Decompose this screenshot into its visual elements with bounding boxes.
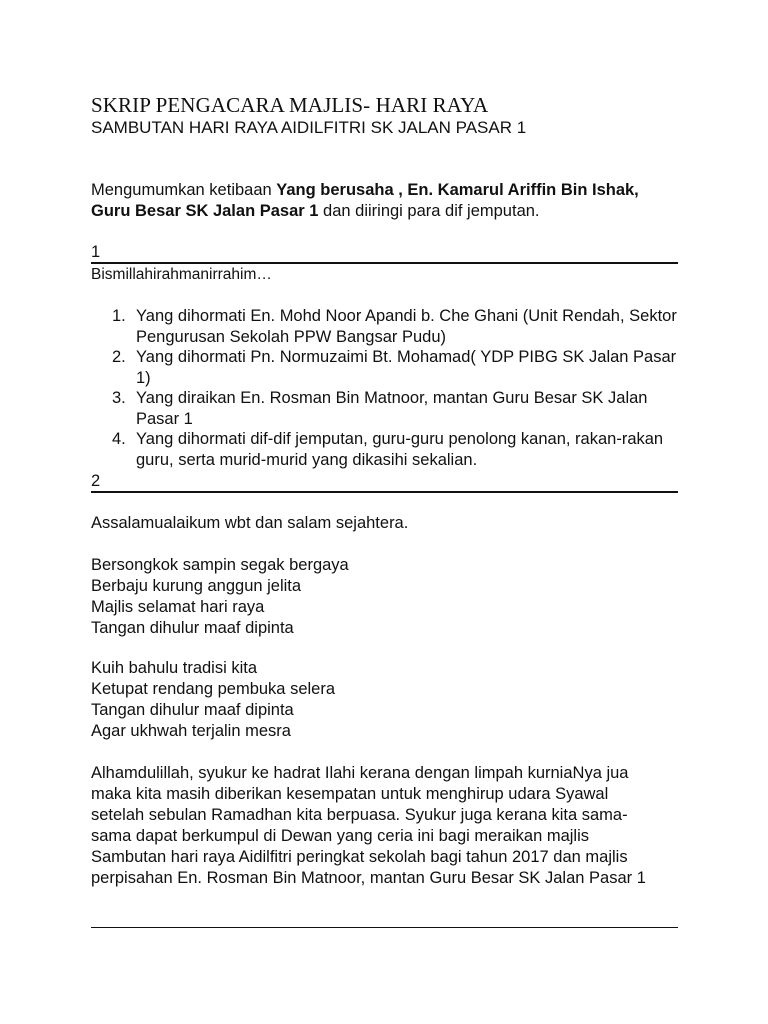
paragraph-line: Alhamdulillah, syukur ke hadrat Ilahi kerana dengan limpah kurniaNya jua [91, 764, 629, 782]
greeting-item [91, 347, 686, 388]
greeting-item [91, 306, 686, 347]
announcement-bold-role: Guru Besar SK Jalan Pasar 1 [91, 202, 319, 220]
bottom-divider [91, 927, 678, 928]
announcement-prefix: Mengumumkan ketibaan [91, 181, 277, 199]
document-title: SKRIP PENGACARA MAJLIS- HARI RAYA [91, 93, 489, 117]
greeting-text: Yang dihormati Pn. Normuzaimi Bt. Mohamad( YDP PIBG SK Jalan Pasar 1) [136, 348, 677, 387]
pantun-line: Majlis selamat hari raya [91, 598, 265, 616]
greeting-text: Yang dihormati En. Mohd Noor Apandi b. Che Ghani (Unit Rendah, Sektor Pengurusan Sekolah PPW Bangsar Pudu) [136, 307, 677, 346]
greeting-text: Yang dihormati dif-dif jemputan, guru-guru penolong kanan, rakan-rakan guru, serta murid-murid yang dikasihi sekalian. [136, 430, 664, 469]
paragraph-line: maka kita masih diberikan kesempatan untuk menghirup udara Syawal [91, 785, 609, 803]
greeting-item [91, 388, 686, 429]
list-number: 2. [112, 348, 126, 366]
announcement-suffix: dan diiringi para dif jemputan. [318, 202, 540, 220]
pantun-verse-2 [91, 658, 691, 742]
salam-line: Assalamualaikum wbt dan salam sejahtera. [91, 514, 409, 532]
document-subtitle: SAMBUTAN HARI RAYA AIDILFITRI SK JALAN PASAR 1 [91, 118, 527, 137]
pantun-line: Bersongkok sampin segak bergaya [91, 556, 349, 574]
bismillah-line: Bismillahirahmanirrahim… [91, 266, 272, 283]
closing-paragraph [91, 763, 691, 889]
greeting-text: Yang diraikan En. Rosman Bin Matnoor, mantan Guru Besar SK Jalan Pasar 1 [136, 389, 648, 428]
pantun-line: Agar ukhwah terjalin mesra [91, 722, 291, 740]
pantun-verse-1 [91, 555, 691, 639]
section-number-1: 1 [91, 243, 678, 264]
paragraph-line: sama dapat berkumpul di Dewan yang ceria ini bagi meraikan majlis [91, 827, 589, 845]
pantun-line: Kuih bahulu tradisi kita [91, 659, 258, 677]
greeting-item [91, 429, 686, 470]
paragraph-line: perpisahan En. Rosman Bin Matnoor, mantan Guru Besar SK Jalan Pasar 1 [91, 869, 646, 887]
list-number: 4. [112, 430, 126, 448]
pantun-line: Berbaju kurung anggun jelita [91, 577, 302, 595]
paragraph-line: Sambutan hari raya Aidilfitri peringkat sekolah bagi tahun 2017 dan majlis [91, 848, 628, 866]
document-page [91, 0, 681, 1024]
pantun-line: Tangan dihulur maaf dipinta [91, 619, 294, 637]
list-number: 1. [112, 307, 126, 325]
section-number-2: 2 [91, 472, 678, 493]
greeting-list [91, 306, 686, 470]
pantun-line: Tangan dihulur maaf dipinta [91, 701, 294, 719]
paragraph-line: setelah sebulan Ramadhan kita berpuasa. Syukur juga kerana kita sama- [91, 806, 628, 824]
announcement-bold-name: Yang berusaha , En. Kamarul Ariffin Bin Ishak, [276, 181, 639, 199]
announcement-paragraph [91, 180, 683, 222]
list-number: 3. [112, 389, 126, 407]
pantun-line: Ketupat rendang pembuka selera [91, 680, 336, 698]
